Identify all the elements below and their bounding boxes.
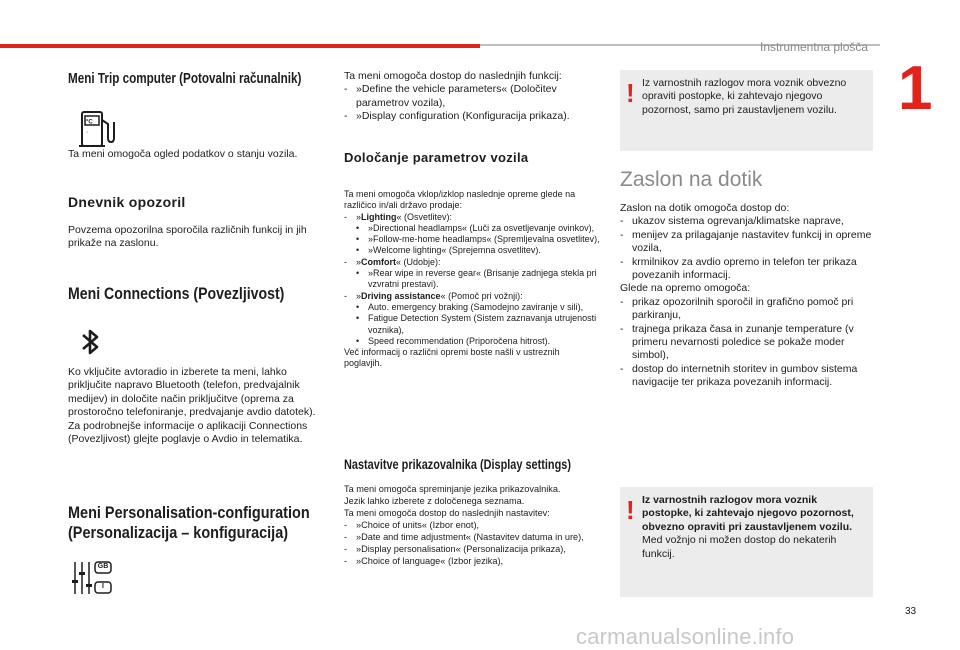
connections-heading: Meni Connections (Povezljivost) bbox=[68, 284, 285, 303]
svg-text:·: · bbox=[86, 129, 89, 136]
warning-2-bold: Iz varnostnih razlogov mora voznik postopke, ki zahtevajo njegovo pozornost, obvezno opraviti pri zaustavljenem vozilu. bbox=[642, 494, 854, 533]
list-item: - menijev za prilagajanje nastavitev funkcij in opreme vozila, bbox=[620, 229, 876, 256]
watermark: carmanualsonline.info bbox=[576, 624, 795, 649]
vehicle-params-heading: Določanje parametrov vozila bbox=[344, 150, 529, 165]
settings-language-icon bbox=[70, 558, 120, 598]
touchscreen-heading: Zaslon na dotik bbox=[620, 168, 763, 191]
warning-2-text: Med vožnjo ni možen dostop do nekaterih funkcij. bbox=[642, 534, 837, 560]
touchscreen-intro: Zaslon na dotik omogoča dostop do: bbox=[620, 202, 790, 214]
display-settings-text1: Ta meni omogoča spreminjanje jezika prikazovalnika. bbox=[344, 484, 561, 494]
list-item: - »Display personalisation« (Personalizacija prikaza), bbox=[344, 543, 604, 555]
vehicle-params-text: Ta meni omogoča vklop/izklop naslednje opreme glede na različico in/ali državo prodaje: bbox=[344, 189, 576, 211]
lighting-group: - »Lighting« (Osvetlitev): • »Directional headlamps« (Luči za osvetljevanje ovinkov), • »Follow-me-home headlamps« (Spremljevalna osvetlitev), • »Welcome lighting« (Sprejemna osvetlitev). bbox=[344, 212, 600, 257]
list-item: • »Directional headlamps« (Luči za osvetljevanje ovinkov), bbox=[356, 223, 600, 234]
page-number: 33 bbox=[905, 606, 917, 617]
list-item: - »Define the vehicle parameters« (Določitev parametrov vozila), bbox=[344, 83, 600, 110]
personalisation-heading-line2: (Personalizacija – konfiguracija) bbox=[68, 523, 289, 542]
list-item: • »Follow-me-home headlamps« (Spremljevalna osvetlitev), bbox=[356, 234, 600, 245]
connections-text: Ko vključite avtoradio in izberete ta meni, lahko priključite napravo Bluetooth (telefon, predvajalnik medijev) in določite način priključitve (oprema za prostoročno telefoniranje, predvajanje avdio datotek). Za podrobnejše informacije o aplikaciji Connections (Povezljivost) glejte poglavje o Avdio in telematika. bbox=[68, 366, 316, 446]
bluetooth-icon bbox=[70, 322, 114, 366]
warning-exclamation-icon: ! bbox=[626, 78, 635, 108]
trip-computer-heading: Meni Trip computer (Potovalni računalnik) bbox=[68, 70, 302, 87]
trip-computer-text: Ta meni omogoča ogled podatkov o stanju vozila. bbox=[68, 148, 298, 160]
list-item: - »Choice of units« (Izbor enot), bbox=[344, 519, 604, 531]
chapter-title: Instrumentna plošča bbox=[760, 40, 869, 54]
alerts-text: Povzema opozorilna sporočila različnih funkcij in jih prikaže na zaslonu. bbox=[68, 224, 307, 250]
touchscreen-intro2: Glede na opremo omogoča: bbox=[620, 282, 751, 295]
vehicle-params-footer: Več informacij o različni opremi boste našli v ustreznih poglavjih. bbox=[344, 347, 560, 369]
display-settings-text3: Ta meni omogoča dostop do naslednjih nastavitev: bbox=[344, 508, 550, 518]
list-item: - »Choice of language« (Izbor jezika), bbox=[344, 555, 604, 567]
list-item: - krmilnikov za avdio opremo in telefon ter prikaza povezanih informacij. bbox=[620, 256, 876, 283]
alerts-heading: Dnevnik opozoril bbox=[68, 194, 186, 210]
driving-assistance-group: - »Driving assistance« (Pomoč pri vožnji): • Auto. emergency braking (Samodejno zaviranje v sili), • Fatigue Detection System (Sistem zaznavanja utrujenosti voznika), • Speed recommendation (Priporočena hitrost). bbox=[344, 291, 600, 347]
warning-box-2 bbox=[620, 487, 873, 597]
header-red-bar bbox=[0, 44, 480, 48]
list-item: • »Welcome lighting« (Sprejemna osvetlitev). bbox=[356, 245, 600, 256]
display-settings-text2: Jezik lahko izberete z določenega seznama. bbox=[344, 496, 525, 506]
list-item: - »Display configuration (Konfiguracija prikaza). bbox=[344, 110, 600, 123]
language-badge-top: GB bbox=[97, 563, 109, 570]
chapter-number: 1 bbox=[898, 54, 933, 123]
fuel-pump-icon bbox=[76, 108, 120, 152]
warning-box-1 bbox=[620, 70, 873, 151]
warning-exclamation-icon: ! bbox=[626, 495, 635, 525]
list-item: • Fatigue Detection System (Sistem zaznavanja utrujenosti voznika), bbox=[356, 313, 600, 336]
display-settings-heading: Nastavitve prikazovalnika (Display settings) bbox=[344, 456, 571, 472]
menu-intro: Ta meni omogoča dostop do naslednjih funkcij: bbox=[344, 70, 562, 82]
list-item: - prikaz opozorilnih sporočil in grafično pomoč pri parkiranju, bbox=[620, 296, 876, 323]
list-item: - »Date and time adjustment« (Nastavitev datuma in ure), bbox=[344, 531, 604, 543]
list-item: - ukazov sistema ogrevanja/klimatske naprave, bbox=[620, 215, 876, 228]
comfort-group: - »Comfort« (Udobje): • »Rear wipe in reverse gear« (Brisanje zadnjega stekla pri vzvratni prestavi). bbox=[344, 257, 600, 291]
list-item: • Auto. emergency braking (Samodejno zaviranje v sili), bbox=[356, 302, 600, 313]
list-item: - trajnega prikaza časa in zunanje temperature (v primeru nevarnosti poledice se pokaže moder simbol), bbox=[620, 323, 876, 363]
svg-text:°C: °C bbox=[86, 119, 93, 126]
list-item: • »Rear wipe in reverse gear« (Brisanje zadnjega stekla pri vzvratni prestavi). bbox=[356, 268, 600, 291]
warning-1-text: Iz varnostnih razlogov mora voznik obvezno opraviti postopke, ki zahtevajo njegovo pozornost, samo pri zaustavljenem vozilu. bbox=[642, 77, 847, 116]
personalisation-heading-line1: Meni Personalisation-configuration bbox=[68, 503, 310, 522]
list-item: - dostop do internetnih storitev in gumbov sistema navigacije ter prikaza povezanih informacij. bbox=[620, 363, 876, 390]
language-badge-bottom: I bbox=[102, 583, 104, 590]
list-item: • Speed recommendation (Priporočena hitrost). bbox=[356, 336, 600, 347]
